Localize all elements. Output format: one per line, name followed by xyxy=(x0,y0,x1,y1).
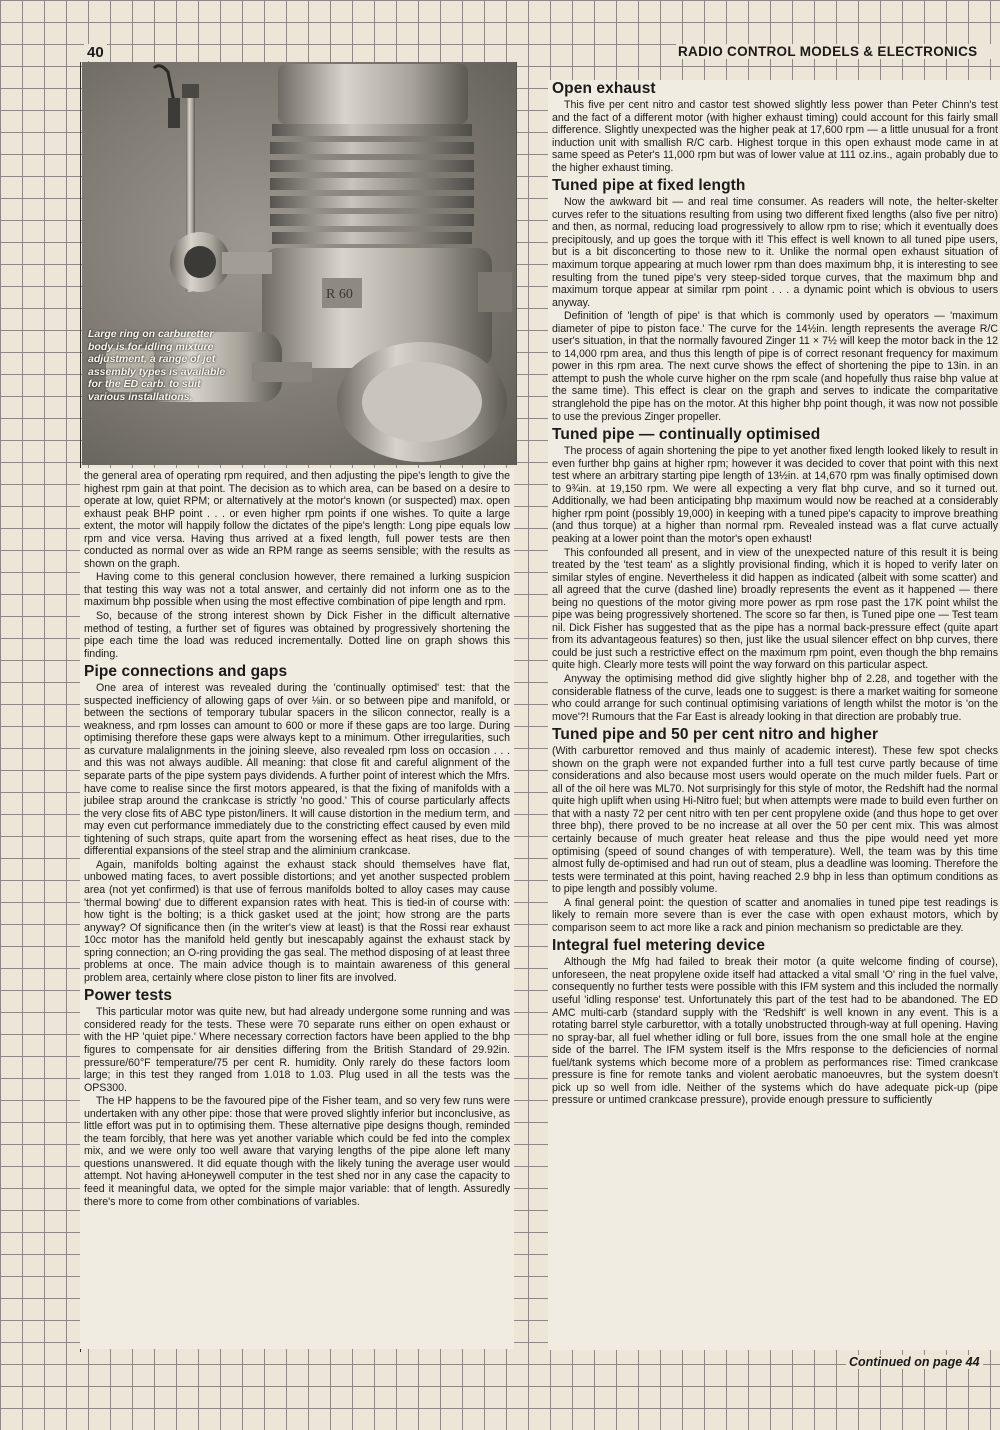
section-heading: Tuned pipe at fixed length xyxy=(552,177,746,195)
engine-engraving: R 60 xyxy=(326,287,353,302)
paragraph: (With carburettor removed and thus mainly of academic interest). These few spot checks shown on the graph were not expanded further into a full test curve partly because of time considerations and also because most users would operate on the much milder fuels. Part or all of the oil here was ML70. Not surprisingly for this style of motor, the Redshift had the normal quite high uplift when using Hi-Nitro fuel; but when attempts were made to build even further on that with a nasty 72 per cent nitro with ten per cent propylene oxide (and thus hope to get over three bhp), there proved to be no increase at all over the 50 per cent mix. This was almost certainly because of much greater heat release and thus the pipe would need yet more optimising (speed of sound changes of with temperature). Well, the team was by this time almost fully de-optimised and had run out of steam, plus a deadline was looming. Therefore the tests were terminated at this point, having reached 2.9 bhp in less than optimum conditions as to pipe length and possibly volume. xyxy=(552,745,998,896)
section-heading: Tuned pipe and 50 per cent nitro and higher xyxy=(552,726,879,744)
paragraph: This particular motor was quite new, but had already undergone some running and was considered ready for the tests. These were 70 separate runs either on open exhaust or with the HP 'quiet pipe.' Where necessary correction factors have been applied to the bhp figures to compensate for air densities differing from the British Standard of 29.92in. pressure/60°F temperature/75 per cent R. humidity. Only rarely do these factors loom large; in this test they ranged from 1.018 to 1.03. Plug used in all the tests was the OPS300. xyxy=(84,1006,510,1094)
paragraph: This five per cent nitro and castor test showed slightly less power than Peter Chinn's test and the fact of a different motor (with higher exhaust timing) could account for this fairly small difference. Slightly unexpected was the higher peak at 17,600 rpm — a little unusual for a front induction unit with smallish R/C carb. Highest torque in this open exhaust mode came in at same speed as Peter's 11,000 rpm but was of lower value at 111 oz.ins., again probably due to the higher exhaust timing. xyxy=(552,99,998,174)
engine-illustration xyxy=(82,62,516,465)
page-number: 40 xyxy=(84,44,107,61)
paragraph: One area of interest was revealed during the 'continually optimised' test: that the suspected inefficiency of allowing gaps of over ⅛in. or so between pipe and manifold, or between the sections of temporary tubular spacers in the silicon connector, really is a weakness, and rpm losses can amount to 600 or more if these gaps are too large. During optimising therefore these gaps were always kept to a minimum. Other irregularities, such as curvature malalignments in the joining sleeve, also revealed rpm loss on occasion . . . and this was not always audible. All meaning: that close fit and careful alignment of the separate parts of the pipe system pays dividends. A further point of interest which the Mfrs. have come to realise since the first motors appeared, is that the fixing of manifolds with a jubilee strap around the crankcase is strictly 'no good.' This of course particularly affects the very close fits of ABC type piston/liners. It will cause distortion in the medium term, and may even cut performance immediately due to the constricting effect caused by even mild tightening of such straps, quite apart from the worsening effect as heat rises, due to the differential expansions of the steel strap and the aliminium crankcase. xyxy=(84,682,510,858)
paragraph: Anyway the optimising method did give slightly higher bhp of 2.28, and together with the considerable flatness of the curve, leads one to suggest: is there a market waiting for someone who could arrange for such continual optimising variations of length whilst the motor is 'on the move'?! Rumours that the Far East is already looking in that direction are probably true. xyxy=(552,672,998,723)
paragraph: Now the awkward bit — and real time consumer. As readers will note, the helter-skelter curves refer to the situations resulting from using two different fixed lengths (also five per nitro) and then, as normal, reducing load progressively to allow rpm to rise; which it eventually does precipitously, and up goes the torque with it! This effect is well known to all tuned pipe users, but is a bit disconcerting to those new to it. Unlike the normal open exhaust situation of maximum torque appearing at much lower rpm than does maximum bhp, it is interesting to see resulting from the tuned pipe's very steep-sided torque curves, that the maximum bhp and maximum torque appear at similar rpm point . . . a dynamic point which is obvious to users anyway. xyxy=(552,196,998,309)
paragraph: Again, manifolds bolting against the exhaust stack should themselves have flat, unbowed mating faces, to avert possible distortions; and yet another suspected problem area (not yet confirmed) is that use of ferrous manifolds bolted to alloy cases may cause 'thermal bowing' due to different expansion rates with heat. This is tied-in of course with: how tight is the bolting; is a thick gasket used at the joint; how strong are the parts anyway? Of significance then (in the writer's view at least) is that the Rossi rear exhaust 10cc motor has the manifold held gently but inescapably against the exhaust stack by spring connection; an O-ring providing the gas seal. The method disposing of at least three problems at once. The main advice though is to maintain awareness of this general problem area, certainly where close piston to liner fits are involved. xyxy=(84,858,510,984)
engine-photo xyxy=(82,62,517,465)
paragraph: the general area of operating rpm required, and then adjusting the pipe's length to give the highest rpm gain at that point. The decision as to which area, can be based on a desire to operate at low, quiet RPM; or alternatively at the motor's known (or suspected) max. open exhaust peak BHP point . . . or even higher rpm points if one wishes. To quite a large extent, the motor will happily follow the dictates of the pipe's length: Long pipe equals low rpm and vice versa. Having thus arrived at a fixed length, full power tests are then conducted as normal over as wide an RPM range as seems sensible; with the results as shown on the graph. xyxy=(84,470,510,570)
cooling-fins xyxy=(270,124,474,244)
paragraph: This confounded all present, and in view of the unexpected nature of this result it is being treated by the 'test team' as a slightly provisional finding, which it is hoped to verify later on similar styles of engine. Nevertheless it did happen as indicated (albeit with some scatter) and all agreed that the curve (dashed line) broadly represents the event as it happened — there being no questions of the motor giving more power as rpm rose past the 17K point whilst the pipe was being progressively shortened. The score so far then, is Tuned pipe one — Test team nil. Dick Fisher has suggested that as the pipe has a normal back-pressure effect (quite apart from its advantageous features) so then, just like the usual silencer effect on bhp curves, there could be just such a restrictive effect on the maximum rpm point, even though the bhp remains quite high. Clearly more tests will point the way forward on this particular aspect. xyxy=(552,546,998,672)
right-column xyxy=(548,80,1000,1350)
paragraph: So, because of the strong interest shown by Dick Fisher in the difficult alternative method of testing, a further set of figures was obtained by progressively shortening the pipe each time the load was reduced incrementally. Dotted line on graph shows this finding. xyxy=(84,610,510,660)
section-heading: Tuned pipe — continually optimised xyxy=(552,426,821,444)
section-heading: Open exhaust xyxy=(552,80,656,97)
section-heading: Integral fuel metering device xyxy=(552,937,766,955)
section-heading: Pipe connections and gaps xyxy=(84,663,288,681)
paragraph: Definition of 'length of pipe' is that which is commonly used by operators — 'maximum diameter of pipe to piston face.' The curve for the 14½in. length represents the average R/C user's situation, in that the normally favoured Zinger 11 × 7½ will keep the motor back in the 12 to 14,000 rpm area, and thus this length of pipe is of correct resonant frequency for maximum power in this rpm area. The next curve shows the effect of shortening the pipe to 13in. in an attempt to push the whole curve higher on the rpm scale (and hopefully thus raise bhp value at the same time). This effect is clear on the graph and serves to indicate the comparitative stranglehold the pipe has on the motor. At this higher bhp point though, it was now not possible to use the previous Zinger propeller. xyxy=(552,310,998,423)
section-heading: Power tests xyxy=(84,987,173,1005)
running-header: RADIO CONTROL MODELS & ELECTRONICS xyxy=(676,44,1000,59)
paragraph: A final general point: the question of scatter and anomalies in tuned pipe test readings is likely to remain more severe than is ever the case with open exhaust motors, which by comparison seem to act more like a rack and pinion mechanism so predictable are they. xyxy=(552,896,998,934)
continued-on-page-link[interactable]: Continued on page 44 xyxy=(846,1355,983,1369)
paragraph: Having come to this general conclusion however, there remained a lurking suspicion that testing this way was not a total answer, and certainly did not inform one as to the maximum bhp possible when using the most effective combination of pipe length and rpm. xyxy=(84,571,510,609)
paragraph: Although the Mfg had failed to break their motor (a quite welcome finding of course), unforeseen, the neat propylene oxide itself had attacked a vital small 'O' ring in the fuel valve, consequently no further tests were possible with this IFM system and this included the normally useful 'idling response' test. Unfortunately this part of the test had to be abandoned. The ED AMC multi-carb (standard supply with the 'Redshift' is well known in any event. This is a rotating barrel style carburettor, with a totally unobstructed through-way at full opening. Having no spray-bar, all fuel whether idling or full bore, issues from the one small hole at the engine side of the barrel. The IFM system itself is the Mfrs response to the deficiencies of normal fuel/tank systems which become more of a problem as performances rise: Timed crankcase pressure is fine for remote tanks and violent aerobatic manoeuvres, but the system doesn't pick up so well from idle. Neither of the systems which do have adequate pick-up (pipe pressure or untimed crankcase pressure), provide enough pressure to sufficiently xyxy=(552,956,998,1107)
left-column xyxy=(80,468,514,1349)
paragraph: The HP happens to be the favoured pipe of the Fisher team, and so very few runs were undertaken with any other pipe: those that were proved slightly inferior but inconclusive, as little effort was put in to optimising them. These alternative pipe designs though, reminded the team forcibly, that here was yet another variable which could be fed into the complex mix, and we were only too well aware that varying lengths of the pipe alone left many questions unanswered. It did equate though with the likely tuning the average user would attempt. Not having aHoneywell computer in the test shed nor in any case the capacity to feed it meaningful data, we opted for the simple major variable: that of length. Assuredly there's more to come from other combinations of variables. xyxy=(84,1095,510,1208)
photo-caption: Large ring on carburetter body is for idling mixture adjustment, a range of jet assembly types is available for the ED carb. to suit various installations. xyxy=(88,328,226,403)
paragraph: The process of again shortening the pipe to yet another fixed length looked likely to result in even further bhp gains at higher rpm; however it was decided to cover that point with this next test where an arbitrary starting pipe length of 13½in. at 14,670 rpm was finally optimised down to 9¾in. at 19,150 rpm. We were all expecting a very flat bhp curve, and so it turned out. Additionally, we had been anticipating bhp maximum would now be reached at a considerably higher rpm point (possibly 19,000) in keeping with a tuned pipe's capacity to improve breathing (and thus torque) at a higher than normal rpm. Revealed instead was a flat curve actually peaking at a lower point than the motor's open exhaust! xyxy=(552,445,998,545)
